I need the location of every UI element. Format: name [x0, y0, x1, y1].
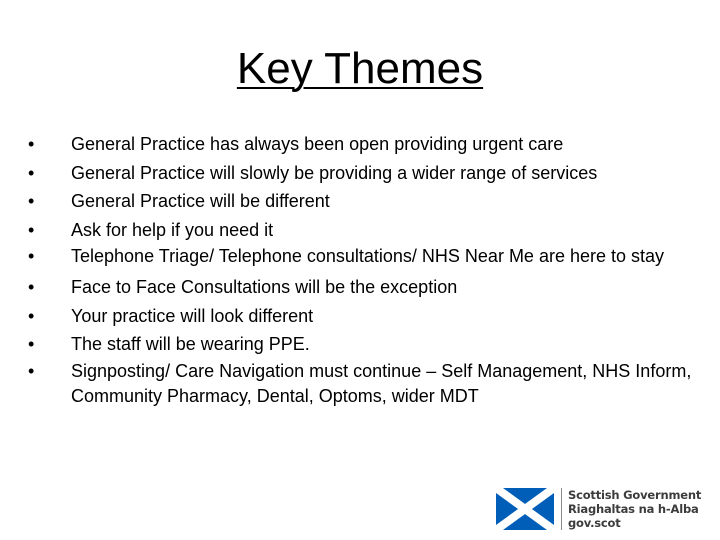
- bullet-item: [28, 216, 698, 245]
- bullet-item: [28, 187, 698, 216]
- bullet-list: [28, 130, 698, 409]
- logo-line-gaelic: Riaghaltas na h-Alba: [568, 502, 699, 516]
- bullet-text: Signposting/ Care Navigation must continue – Self Management, NHS Inform, Community Pharmacy, Dental, Optoms, wider MDT: [71, 360, 692, 406]
- bullet-item: [28, 130, 698, 159]
- bullet-dot: •: [28, 134, 35, 154]
- bullet-dot: •: [28, 191, 35, 211]
- bullet-dot: •: [28, 246, 35, 266]
- bullet-dot: •: [28, 334, 35, 354]
- logo-line-url: gov.scot: [568, 516, 621, 530]
- bullet-text: Ask for help if you need it: [71, 219, 274, 240]
- bullet-text: The staff will be wearing PPE.: [71, 334, 310, 354]
- bullet-item: [28, 244, 698, 269]
- bullet-dot: •: [28, 360, 35, 381]
- bullet-dot: •: [28, 219, 35, 240]
- bullet-item: [28, 302, 698, 331]
- bullet-text: Your practice will look different: [71, 305, 314, 326]
- bullet-text: General Practice will be different: [71, 191, 330, 211]
- logo-line-english: Scottish Government: [568, 488, 702, 502]
- bullet-text: Telephone Triage/ Telephone consultations/ NHS Near Me are here to stay: [71, 246, 665, 266]
- bullet-dot: •: [28, 277, 35, 297]
- bullet-dot: •: [28, 162, 35, 183]
- logo-text: [568, 488, 701, 530]
- bullet-text: General Practice has always been open providing urgent care: [71, 134, 564, 154]
- logo-divider: [561, 488, 562, 530]
- slide-title: Key Themes: [236, 44, 484, 93]
- bullet-text: General Practice will slowly be providing a wider range of services: [71, 162, 598, 183]
- bullet-item: [28, 159, 698, 188]
- bullet-item: [28, 359, 698, 409]
- bullet-text: Face to Face Consultations will be the exception: [71, 277, 458, 297]
- bullet-item: [28, 330, 698, 359]
- bullet-item: [28, 273, 698, 302]
- saltire-flag-icon: [496, 488, 554, 530]
- scottish-government-logo: [496, 486, 710, 532]
- bullet-dot: •: [28, 305, 35, 326]
